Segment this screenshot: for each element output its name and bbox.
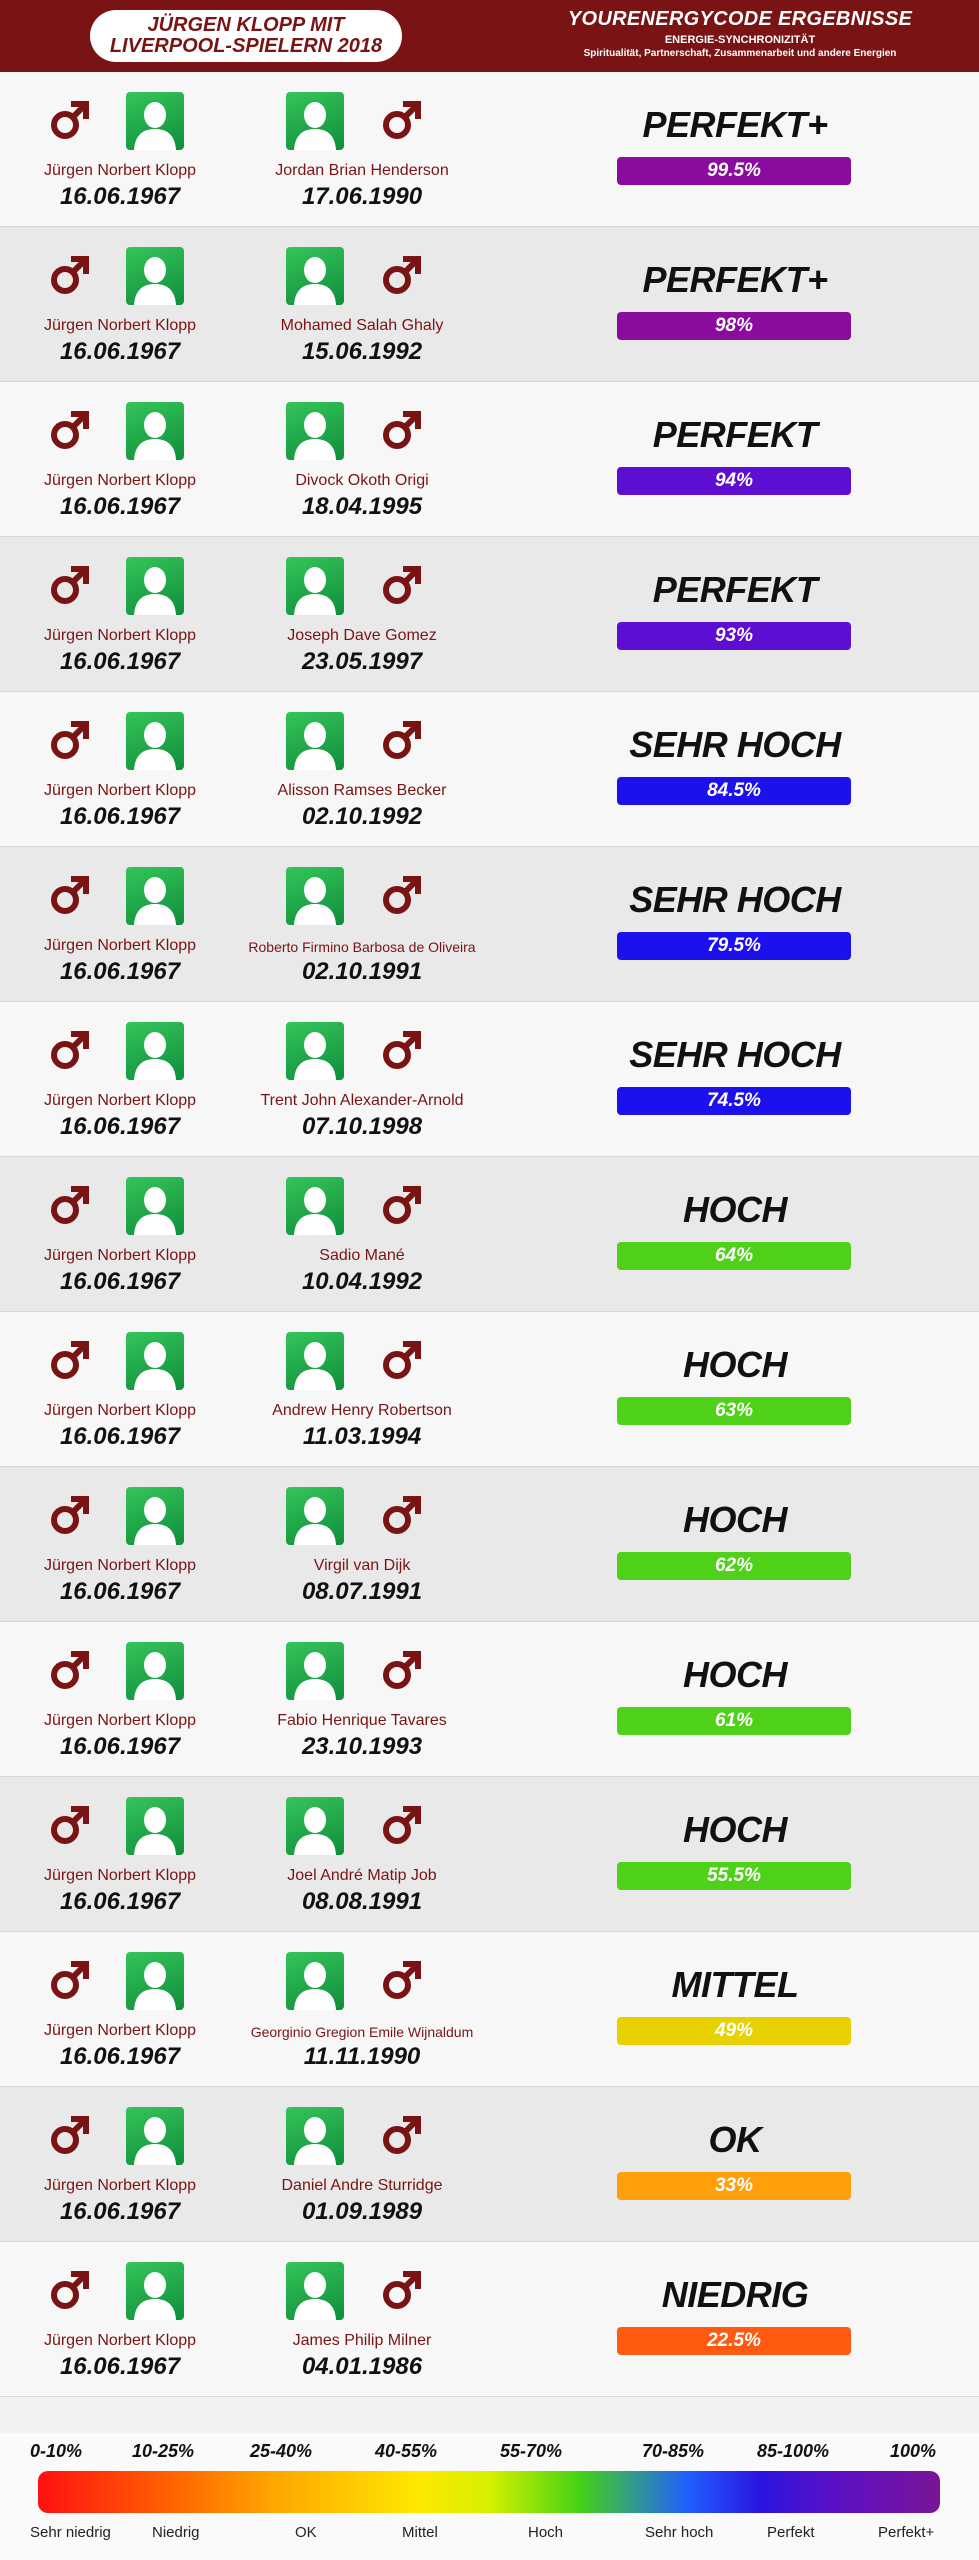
person2-birthdate: 02.10.1992 <box>301 803 423 830</box>
legend-level-label: Sehr hoch <box>645 2524 714 2541</box>
legend-level-label: Hoch <box>528 2524 564 2541</box>
person2-name: Virgil van Dijk <box>313 1557 411 1574</box>
person1-birthdate: 16.06.1967 <box>59 493 181 520</box>
person-silhouette-icon <box>126 1952 184 2010</box>
person1-name: Jürgen Norbert Klopp <box>43 782 197 799</box>
male-symbol-icon <box>48 98 92 142</box>
person-silhouette-icon <box>286 1952 344 2010</box>
male-symbol-icon <box>48 2113 92 2157</box>
header-bar <box>0 0 979 72</box>
title-pill <box>90 10 402 62</box>
person2-birthdate: 10.04.1992 <box>301 1268 423 1295</box>
person1-name: Jürgen Norbert Klopp <box>43 2177 197 2194</box>
compatibility-percent-bar: 99.5% <box>617 157 851 185</box>
results-subtitle: ENERGIE-SYNCHRONIZITÄT <box>664 34 816 46</box>
person1-birthdate: 16.06.1967 <box>59 1888 181 1915</box>
comparison-row <box>0 1312 979 1467</box>
person1-birthdate: 16.06.1967 <box>59 1423 181 1450</box>
legend-level-label: Perfekt+ <box>878 2524 935 2541</box>
person-silhouette-icon <box>126 1642 184 1700</box>
person1-name: Jürgen Norbert Klopp <box>43 937 197 954</box>
compatibility-percent-bar: 55.5% <box>617 1862 851 1890</box>
person-silhouette-icon <box>126 1487 184 1545</box>
person1-name: Jürgen Norbert Klopp <box>43 1712 197 1729</box>
compatibility-percent-bar: 22.5% <box>617 2327 851 2355</box>
person1-name: Jürgen Norbert Klopp <box>43 472 197 489</box>
legend-level-label: Sehr niedrig <box>30 2524 111 2541</box>
male-symbol-icon <box>380 873 424 917</box>
person1-birthdate: 16.06.1967 <box>59 338 181 365</box>
person1-name: Jürgen Norbert Klopp <box>43 627 197 644</box>
person-silhouette-icon <box>126 1797 184 1855</box>
person1-name: Jürgen Norbert Klopp <box>43 2022 197 2039</box>
person1-name: Jürgen Norbert Klopp <box>43 1092 197 1109</box>
person2-birthdate: 07.10.1998 <box>301 1113 423 1140</box>
compatibility-level: PERFEKT+ <box>642 104 828 145</box>
comparison-row <box>0 2087 979 2242</box>
male-symbol-icon <box>380 1338 424 1382</box>
legend-range-label: 10-25% <box>132 2441 195 2461</box>
compatibility-level: MITTEL <box>671 1964 799 2005</box>
person2-name: Sadio Mané <box>319 1247 405 1264</box>
person2-name: Fabio Henrique Tavares <box>277 1712 447 1729</box>
compatibility-percent-bar: 79.5% <box>617 932 851 960</box>
person-silhouette-icon <box>126 1177 184 1235</box>
page-title-line1: JÜRGEN KLOPP MIT <box>147 14 345 36</box>
person1-name: Jürgen Norbert Klopp <box>43 1247 197 1264</box>
male-symbol-icon <box>48 1803 92 1847</box>
male-symbol-icon <box>48 2268 92 2312</box>
compatibility-percent-bar: 62% <box>617 1552 851 1580</box>
person-silhouette-icon <box>286 712 344 770</box>
person-silhouette-icon <box>126 1332 184 1390</box>
person-silhouette-icon <box>286 2107 344 2165</box>
person1-name: Jürgen Norbert Klopp <box>43 1557 197 1574</box>
male-symbol-icon <box>48 1958 92 2002</box>
male-symbol-icon <box>48 1028 92 1072</box>
person2-birthdate: 18.04.1995 <box>301 493 423 520</box>
comparison-row <box>0 1622 979 1777</box>
person1-birthdate: 16.06.1967 <box>59 183 181 210</box>
person-silhouette-icon <box>286 1797 344 1855</box>
results-heading <box>560 8 920 59</box>
person1-birthdate: 16.06.1967 <box>59 1113 181 1140</box>
person2-birthdate: 17.06.1990 <box>301 183 423 210</box>
comparison-row <box>0 847 979 1002</box>
comparison-row <box>0 1777 979 1932</box>
person-silhouette-icon <box>286 1022 344 1080</box>
compatibility-level: PERFEKT+ <box>642 259 828 300</box>
male-symbol-icon <box>48 563 92 607</box>
legend-level-label: Mittel <box>402 2524 438 2541</box>
legend-range-label: 0-10% <box>30 2441 83 2461</box>
compatibility-level: PERFEKT <box>652 569 818 610</box>
compatibility-percent-bar: 84.5% <box>617 777 851 805</box>
person-silhouette-icon <box>126 92 184 150</box>
person-silhouette-icon <box>286 2262 344 2320</box>
male-symbol-icon <box>48 1493 92 1537</box>
person2-name: Andrew Henry Robertson <box>272 1402 452 1419</box>
male-symbol-icon <box>48 873 92 917</box>
male-symbol-icon <box>48 253 92 297</box>
male-symbol-icon <box>48 1338 92 1382</box>
person-silhouette-icon <box>126 1022 184 1080</box>
comparison-row <box>0 1002 979 1157</box>
person-silhouette-icon <box>126 247 184 305</box>
compatibility-level: SEHR HOCH <box>629 879 841 920</box>
person1-birthdate: 16.06.1967 <box>59 1268 181 1295</box>
person2-name: Roberto Firmino Barbosa de Oliveira <box>248 939 476 955</box>
male-symbol-icon <box>380 1803 424 1847</box>
person2-name: Mohamed Salah Ghaly <box>280 317 444 334</box>
male-symbol-icon <box>380 563 424 607</box>
compatibility-percent-bar: 98% <box>617 312 851 340</box>
compatibility-level: HOCH <box>683 1809 787 1850</box>
person1-birthdate: 16.06.1967 <box>59 648 181 675</box>
person2-name: Jordan Brian Henderson <box>275 162 449 179</box>
comparison-list <box>0 72 979 2397</box>
person2-name: Joseph Dave Gomez <box>287 627 437 644</box>
person-silhouette-icon <box>286 1487 344 1545</box>
person1-birthdate: 16.06.1967 <box>59 1578 181 1605</box>
person2-birthdate: 11.11.1990 <box>303 2043 421 2070</box>
male-symbol-icon <box>380 253 424 297</box>
comparison-row <box>0 382 979 537</box>
legend-spectrum-bar <box>38 2471 940 2513</box>
legend-range-label: 70-85% <box>642 2441 705 2461</box>
person1-name: Jürgen Norbert Klopp <box>43 1402 197 1419</box>
legend-level-label: Perfekt <box>767 2524 815 2541</box>
person1-birthdate: 16.06.1967 <box>59 2198 181 2225</box>
person-silhouette-icon <box>286 1642 344 1700</box>
comparison-row <box>0 537 979 692</box>
comparison-row <box>0 227 979 382</box>
legend-range-label: 85-100% <box>757 2441 830 2461</box>
comparison-row <box>0 692 979 847</box>
male-symbol-icon <box>380 408 424 452</box>
compatibility-percent-bar: 74.5% <box>617 1087 851 1115</box>
compatibility-percent-bar: 63% <box>617 1397 851 1425</box>
person-silhouette-icon <box>286 92 344 150</box>
person-silhouette-icon <box>286 1177 344 1235</box>
compatibility-percent-bar: 49% <box>617 2017 851 2045</box>
male-symbol-icon <box>380 98 424 142</box>
legend-range-label: 55-70% <box>500 2441 563 2461</box>
compatibility-level: SEHR HOCH <box>629 724 841 765</box>
person2-birthdate: 23.10.1993 <box>301 1733 423 1760</box>
compatibility-level: PERFEKT <box>652 414 818 455</box>
person2-name: Alisson Ramses Becker <box>277 782 447 799</box>
compatibility-level: HOCH <box>683 1344 787 1385</box>
male-symbol-icon <box>380 2113 424 2157</box>
legend-range-label: 100% <box>890 2441 937 2461</box>
comparison-row <box>0 72 979 227</box>
person-silhouette-icon <box>286 557 344 615</box>
person1-birthdate: 16.06.1967 <box>59 958 181 985</box>
compatibility-percent-bar: 61% <box>617 1707 851 1735</box>
male-symbol-icon <box>380 718 424 762</box>
legend-level-label: Niedrig <box>152 2524 200 2541</box>
compatibility-percent-bar: 94% <box>617 467 851 495</box>
person2-birthdate: 08.07.1991 <box>301 1578 423 1605</box>
male-symbol-icon <box>380 1648 424 1692</box>
legend-level-label: OK <box>295 2524 317 2541</box>
person-silhouette-icon <box>286 867 344 925</box>
comparison-row <box>0 1157 979 1312</box>
comparison-row <box>0 1932 979 2087</box>
person-silhouette-icon <box>126 402 184 460</box>
person-silhouette-icon <box>126 2262 184 2320</box>
person-silhouette-icon <box>286 402 344 460</box>
person2-birthdate: 23.05.1997 <box>301 648 423 675</box>
person2-name: Divock Okoth Origi <box>295 472 429 489</box>
person1-name: Jürgen Norbert Klopp <box>43 317 197 334</box>
compatibility-level: NIEDRIG <box>661 2274 809 2315</box>
male-symbol-icon <box>48 1183 92 1227</box>
male-symbol-icon <box>380 2268 424 2312</box>
compatibility-level: HOCH <box>683 1654 787 1695</box>
person-silhouette-icon <box>126 712 184 770</box>
page-title-line2: LIVERPOOL-SPIELERN 2018 <box>109 35 383 57</box>
person2-birthdate: 11.03.1994 <box>302 1423 422 1450</box>
male-symbol-icon <box>48 718 92 762</box>
person2-name: Georginio Gregion Emile Wijnaldum <box>250 2024 474 2040</box>
legend-labels <box>30 2524 950 2544</box>
male-symbol-icon <box>380 1028 424 1072</box>
person2-birthdate: 01.09.1989 <box>301 2198 423 2225</box>
person1-name: Jürgen Norbert Klopp <box>43 1867 197 1884</box>
person-silhouette-icon <box>126 2107 184 2165</box>
compatibility-level: HOCH <box>683 1189 787 1230</box>
person-silhouette-icon <box>286 1332 344 1390</box>
comparison-row <box>0 1467 979 1622</box>
male-symbol-icon <box>380 1183 424 1227</box>
person2-name: James Philip Milner <box>292 2332 432 2349</box>
person1-name: Jürgen Norbert Klopp <box>43 162 197 179</box>
male-symbol-icon <box>380 1958 424 2002</box>
compatibility-percent-bar: 64% <box>617 1242 851 1270</box>
person1-birthdate: 16.06.1967 <box>59 2353 181 2380</box>
comparison-row <box>0 2242 979 2397</box>
person2-birthdate: 04.01.1986 <box>301 2353 423 2380</box>
legend-ranges <box>30 2441 950 2463</box>
person2-name: Joel André Matip Job <box>287 1867 437 1884</box>
legend-range-label: 25-40% <box>250 2441 313 2461</box>
person2-birthdate: 15.06.1992 <box>301 338 423 365</box>
compatibility-percent-bar: 33% <box>617 2172 851 2200</box>
results-title: YOURENERGYCODE ERGEBNISSE <box>567 8 913 30</box>
compatibility-level: OK <box>708 2119 762 2160</box>
compatibility-percent-bar: 93% <box>617 622 851 650</box>
person-silhouette-icon <box>286 247 344 305</box>
person-silhouette-icon <box>126 557 184 615</box>
compatibility-level: HOCH <box>683 1499 787 1540</box>
person2-birthdate: 02.10.1991 <box>301 958 423 985</box>
person1-birthdate: 16.06.1967 <box>59 1733 181 1760</box>
male-symbol-icon <box>380 1493 424 1537</box>
legend-range-label: 40-55% <box>375 2441 438 2461</box>
person-silhouette-icon <box>126 867 184 925</box>
compatibility-level: SEHR HOCH <box>629 1034 841 1075</box>
person1-name: Jürgen Norbert Klopp <box>43 2332 197 2349</box>
male-symbol-icon <box>48 408 92 452</box>
person2-name: Trent John Alexander-Arnold <box>260 1092 464 1109</box>
person1-birthdate: 16.06.1967 <box>59 2043 181 2070</box>
person2-name: Daniel Andre Sturridge <box>281 2177 443 2194</box>
male-symbol-icon <box>48 1648 92 1692</box>
person1-birthdate: 16.06.1967 <box>59 803 181 830</box>
person2-birthdate: 08.08.1991 <box>301 1888 423 1915</box>
results-description: Spiritualität, Partnerschaft, Zusammenarbeit und andere Energien <box>583 48 897 59</box>
